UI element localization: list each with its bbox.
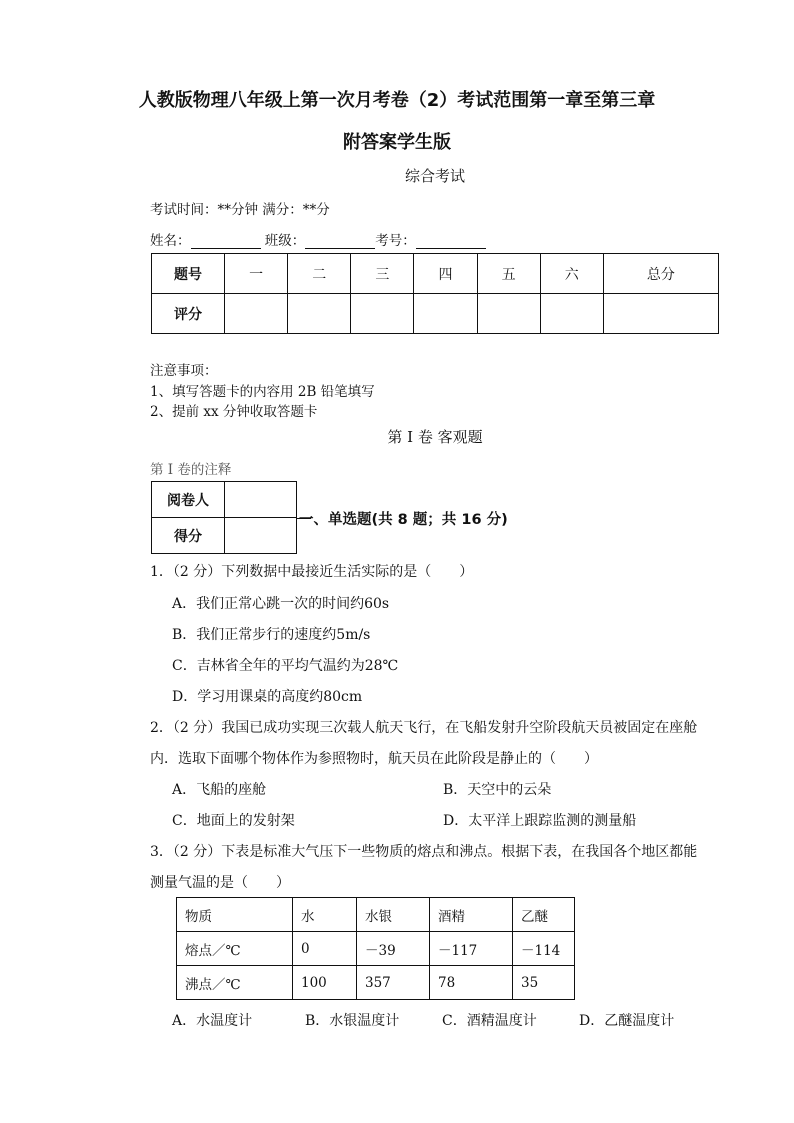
reviewer-field[interactable] xyxy=(225,482,297,518)
number-label: 考号： xyxy=(375,233,416,249)
question-2-option-a[interactable]: A．飞船的座舱 xyxy=(172,782,267,798)
section-annotation: 第 I 卷的注释 xyxy=(150,462,232,478)
score-input-total[interactable] xyxy=(603,294,718,334)
page-title: 人教版物理八年级上第一次月考卷（2）考试范围第一章至第三章 xyxy=(138,90,656,111)
score-row-label: 评分 xyxy=(152,294,225,334)
question-3-option-a[interactable]: A．水温度计 xyxy=(172,1013,253,1029)
section-heading: 一、单选题(共 8 题；共 16 分) xyxy=(299,512,508,528)
score-cell-total: 总分 xyxy=(603,254,718,294)
score-table-header-row xyxy=(152,254,719,294)
score-input-4[interactable] xyxy=(414,294,477,334)
question-1-option-d[interactable]: D．学习用课桌的高度约80cm xyxy=(172,689,363,705)
question-3-option-d[interactable]: D．乙醚温度计 xyxy=(579,1013,675,1029)
mp-table-header-row xyxy=(177,898,575,932)
score-input-6[interactable] xyxy=(540,294,603,334)
mp-table-row xyxy=(177,932,575,966)
question-3-stem-line1: 3．（2 分）下表是标准大气压下一些物质的熔点和沸点。根据下表，在我国各个地区都能 xyxy=(150,844,698,860)
score-cell-label: 题号 xyxy=(152,254,225,294)
question-1-option-c[interactable]: C．吉林省全年的平均气温约为28℃ xyxy=(172,658,399,674)
score-cell-5: 五 xyxy=(477,254,540,294)
score-cell-4: 四 xyxy=(414,254,477,294)
mp-cell: 357 xyxy=(357,966,430,1000)
section-score-label: 得分 xyxy=(152,518,225,554)
mp-header-substance: 物质 xyxy=(177,898,293,932)
name-label: 姓名： xyxy=(150,233,191,249)
question-1-stem: 1．（2 分）下列数据中最接近生活实际的是（ ） xyxy=(150,564,474,580)
name-field[interactable] xyxy=(191,234,261,249)
mp-cell: 0 xyxy=(293,932,357,966)
reviewer-label: 阅卷人 xyxy=(152,482,225,518)
score-cell-6: 六 xyxy=(540,254,603,294)
question-2-stem-line1: 2．（2 分）我国已成功实现三次载人航天飞行，在飞船发射升空阶段航天员被固定在座舱 xyxy=(150,720,698,736)
note-item-1: 1、填写答题卡的内容用 2B 铅笔填写 xyxy=(150,384,375,400)
question-2-option-b[interactable]: B．天空中的云朵 xyxy=(443,782,552,798)
mp-header-water: 水 xyxy=(293,898,357,932)
exam-time-line: 考试时间：**分钟 满分：**分 xyxy=(150,202,330,218)
student-info-line xyxy=(150,229,486,249)
score-input-2[interactable] xyxy=(288,294,351,334)
notes-heading: 注意事项： xyxy=(150,363,218,379)
melting-point-table xyxy=(176,897,575,1000)
mp-cell: －117 xyxy=(430,932,513,966)
mp-header-mercury: 水银 xyxy=(357,898,430,932)
mp-cell: 沸点／℃ xyxy=(177,966,293,1000)
score-input-5[interactable] xyxy=(477,294,540,334)
class-label: 班级： xyxy=(264,233,306,249)
mp-header-alcohol: 酒精 xyxy=(430,898,513,932)
question-1-option-b[interactable]: B．我们正常步行的速度约5m/s xyxy=(172,627,371,643)
score-input-3[interactable] xyxy=(351,294,414,334)
mp-cell: 100 xyxy=(293,966,357,1000)
note-item-2: 2、提前 xx 分钟收取答题卡 xyxy=(150,404,318,420)
score-table xyxy=(151,253,719,334)
class-field[interactable] xyxy=(305,234,375,249)
question-3-option-c[interactable]: C．酒精温度计 xyxy=(442,1013,537,1029)
mp-header-ether: 乙醚 xyxy=(513,898,575,932)
mp-table-row xyxy=(177,966,575,1000)
mp-cell: －39 xyxy=(357,932,430,966)
question-3-option-b[interactable]: B．水银温度计 xyxy=(305,1013,400,1029)
exam-subtitle: 综合考试 xyxy=(404,167,465,185)
mp-cell: 35 xyxy=(513,966,575,1000)
score-cell-3: 三 xyxy=(351,254,414,294)
question-3-stem-line2: 测量气温的是（ ） xyxy=(150,875,290,891)
mp-cell: 熔点／℃ xyxy=(177,932,293,966)
page-title-line2: 附答案学生版 xyxy=(343,132,451,153)
question-2-stem-line2: 内．选取下面哪个物体作为参照物时，航天员在此阶段是静止的（ ） xyxy=(150,751,598,767)
section-score-field[interactable] xyxy=(225,518,297,554)
mp-cell: 78 xyxy=(430,966,513,1000)
section-title: 第 I 卷 客观题 xyxy=(387,428,483,446)
score-cell-1: 一 xyxy=(225,254,288,294)
question-2-option-c[interactable]: C．地面上的发射架 xyxy=(172,813,295,829)
mp-cell: －114 xyxy=(513,932,575,966)
reviewer-table xyxy=(151,481,297,554)
score-cell-2: 二 xyxy=(288,254,351,294)
score-input-1[interactable] xyxy=(225,294,288,334)
score-table-score-row xyxy=(152,294,719,334)
question-1-option-a[interactable]: A．我们正常心跳一次的时间约60s xyxy=(172,596,390,612)
number-field[interactable] xyxy=(416,234,486,249)
question-2-option-d[interactable]: D．太平洋上跟踪监测的测量船 xyxy=(443,813,637,829)
